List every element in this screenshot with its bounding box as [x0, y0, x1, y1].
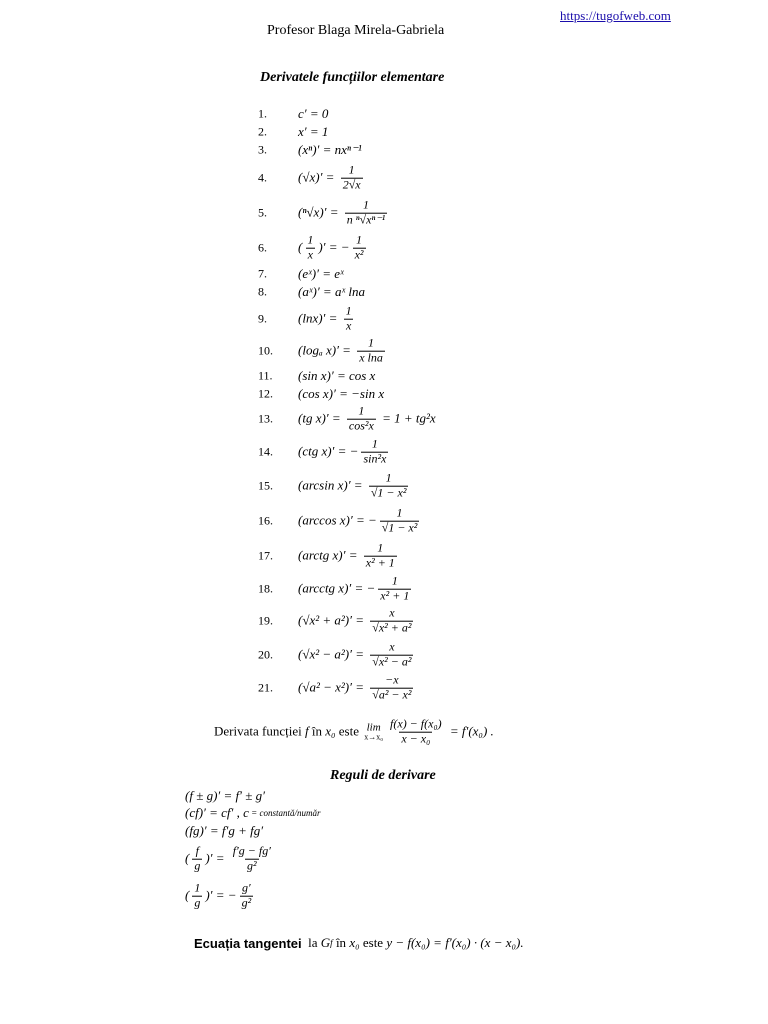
fraction-numerator: 1 [362, 197, 369, 212]
formula-expression [298, 266, 344, 282]
formula-fraction [380, 507, 420, 536]
formula-text: (ctg x)′ = − [298, 444, 359, 459]
formula-expression [298, 542, 400, 571]
rule-constant-note: = constantă/număr [248, 808, 321, 818]
formula-number: 3. [258, 142, 267, 157]
formula-text: (arctg x)′ = [298, 548, 361, 563]
tangent-label: Ecuația tangentei [194, 935, 302, 951]
limit-sub: x→x₀ [364, 732, 384, 742]
formula-text: )′ = − [318, 240, 350, 255]
formula-text: (aˣ)′ = aˣ lna [298, 284, 365, 299]
formula-text: (√x)′ = [298, 170, 338, 185]
formula-expression [298, 472, 411, 501]
formula-number: 2. [258, 124, 267, 139]
rule-sum-text: (f ± g)′ = f′ ± g′ [185, 788, 265, 803]
rule-constant-text: (cf)′ = cf′ , c [185, 805, 249, 820]
fraction-numerator: 1 [307, 232, 314, 247]
rule-sum [185, 788, 265, 804]
rule-quotient-n: f′g − fg′ [232, 843, 271, 858]
formula-number: 20. [258, 647, 273, 662]
formula-fraction [345, 199, 387, 228]
rule-quotient-d: g² [247, 858, 257, 873]
formula-number: 15. [258, 478, 273, 493]
formula-expression [298, 405, 436, 434]
fraction-numerator: 1 [358, 403, 365, 418]
formula-number: 1. [258, 106, 267, 121]
fraction-numerator: 1 [368, 335, 375, 350]
formula-expression [298, 368, 375, 384]
formula-text: (arccos x)′ = − [298, 513, 377, 528]
formula-text: ( [298, 240, 303, 255]
formula-number: 10. [258, 343, 273, 358]
formula-expression [298, 575, 414, 604]
rule-reciprocal-d: g² [241, 895, 252, 910]
fraction-denominator: x² [354, 247, 364, 262]
formula-expression [298, 284, 365, 300]
fraction-denominator: √a² − x² [372, 687, 412, 702]
fraction-denominator: √1 − x² [381, 520, 418, 535]
fraction-numerator: 1 [348, 162, 355, 177]
fraction-denominator: x [307, 247, 313, 262]
formula-number: 19. [258, 613, 273, 628]
tangent-eq: y − f(x₀) = f′(x₀) · (x − x₀). [386, 935, 524, 950]
formula-expression [298, 337, 388, 366]
fraction-numerator: 1 [396, 505, 403, 520]
tangent-la: la [301, 935, 321, 950]
fraction-denominator: 2√x [342, 177, 361, 192]
rule-reciprocal-inner-d: g [194, 895, 201, 910]
rule-product [185, 823, 263, 839]
formula-text: (logₐ x)′ = [298, 343, 355, 358]
fraction-numerator: x [389, 605, 395, 620]
fraction-denominator: x² + 1 [380, 588, 410, 603]
formula-number: 9. [258, 311, 267, 326]
formula-fraction [364, 542, 397, 571]
website-link[interactable]: https://tugofweb.com [560, 8, 671, 23]
formula-text: = 1 + tg²x [378, 411, 436, 426]
formula-text: (arcctg x)′ = − [298, 581, 376, 596]
formula-text: (xⁿ)′ = nxⁿ⁻¹ [298, 142, 362, 157]
definition-result: = f′(x₀) . [446, 724, 494, 739]
formula-number: 17. [258, 548, 273, 563]
formula-expression [298, 641, 416, 670]
formula-text: (sin x)′ = cos x [298, 368, 376, 383]
formula-fraction [353, 234, 366, 263]
fraction-denominator: cos²x [348, 418, 374, 433]
rule-quotient-mid: )′ = [205, 851, 228, 866]
definition-numerator: f(x) − f(x₀) [390, 716, 442, 731]
fraction-numerator: x [389, 639, 395, 654]
tangent-gf-sub: f [330, 938, 333, 948]
fraction-denominator: √x² + a² [372, 620, 412, 635]
formula-text: (cos x)′ = −sin x [298, 386, 385, 401]
tangent-este: este [359, 935, 387, 950]
formula-number: 11. [258, 368, 273, 383]
formula-fraction [341, 164, 363, 193]
definition-f: f [304, 724, 309, 739]
author-name: Profesor Blaga Mirela-Gabriela [267, 23, 445, 38]
formula-number: 21. [258, 680, 273, 695]
formula-text: (tg x)′ = [298, 411, 344, 426]
formula-number: 16. [258, 513, 273, 528]
definition-lead: Derivata funcției [214, 724, 305, 739]
formula-expression [298, 164, 366, 193]
definition-denominator: x − x₀ [401, 731, 431, 746]
formula-expression [298, 199, 390, 228]
definition-fraction [388, 718, 444, 747]
tangent-equation [194, 935, 524, 951]
page-title: Derivatele funcțiilor elementare [260, 70, 445, 85]
fraction-numerator: −x [385, 672, 399, 687]
fraction-numerator: 1 [371, 436, 378, 451]
fraction-numerator: 1 [356, 232, 363, 247]
formula-expression [298, 305, 357, 334]
rule-quotient: ( $\frac{f}{g}$ )′ = $\frac{f'g - fg'}{\text{g²}}$ [185, 843, 271, 873]
fraction-denominator: n ⁿ√xⁿ⁻¹ [346, 212, 386, 227]
rule-reciprocal: ( $\frac{1}{g}$ )′ = − $\frac{g'}{\text{g²}}$ [185, 880, 252, 910]
tangent-in: în [332, 935, 350, 950]
formula-number: 18. [258, 581, 273, 596]
definition-at: în [308, 724, 326, 739]
rule-reciprocal-inner-n: 1 [194, 880, 201, 895]
formula-text: (ⁿ√x)′ = [298, 205, 342, 220]
definition-x0: x₀ [325, 724, 336, 739]
formula-number: 5. [258, 205, 267, 220]
formula-fraction [370, 607, 413, 636]
formula-fraction [357, 337, 385, 366]
formula-expression [298, 674, 416, 703]
rules-title: Reguli de derivare [330, 768, 436, 783]
formula-expression [298, 507, 422, 536]
rule-quotient-result [231, 845, 273, 874]
fraction-numerator: 1 [391, 573, 398, 588]
fraction-denominator: x [345, 318, 352, 333]
definition-este: este [335, 724, 363, 739]
formula-fraction [370, 641, 413, 670]
tangent-gf: G [320, 935, 331, 950]
formula-fraction [347, 405, 376, 434]
rule-quotient-inner-n: f [195, 843, 200, 858]
fraction-denominator: x² + 1 [365, 555, 395, 570]
formula-expression [298, 607, 416, 636]
rule-constant [185, 805, 320, 821]
limit-operator [364, 723, 383, 742]
formula-number: 14. [258, 444, 273, 459]
formula-expression [298, 106, 328, 122]
formula-fraction [378, 575, 411, 604]
formula-text: (√a² − x²)′ = [298, 680, 368, 695]
formula-number: 13. [258, 411, 273, 426]
fraction-denominator: x lna [359, 350, 383, 365]
formula-expression [298, 386, 384, 402]
tangent-x0: x₀ [349, 935, 360, 950]
formula-number: 8. [258, 284, 267, 299]
formula-number: 7. [258, 266, 267, 281]
rule-reciprocal-inner [192, 882, 202, 911]
formula-text: (√x² + a²)′ = [298, 613, 368, 628]
fraction-denominator: sin²x [363, 451, 387, 466]
fraction-numerator: 1 [377, 540, 384, 555]
formula-fraction [344, 305, 354, 334]
fraction-numerator: 1 [345, 303, 352, 318]
limit-label: lim [366, 721, 381, 734]
formula-fraction [305, 234, 315, 263]
formula-fraction [369, 472, 409, 501]
formula-expression [298, 438, 391, 467]
formula-fraction [361, 438, 388, 467]
formula-text: (lnx)′ = [298, 311, 341, 326]
formula-number: 12. [258, 386, 273, 401]
formula-text: c′ = 0 [298, 106, 329, 121]
fraction-denominator: √1 − x² [370, 485, 407, 500]
formula-expression [298, 234, 369, 263]
rule-reciprocal-mid: )′ = − [205, 888, 237, 903]
formula-text: x′ = 1 [298, 124, 329, 139]
rule-quotient-inner-d: g [194, 858, 201, 873]
rule-quotient-inner [192, 845, 202, 874]
fraction-denominator: √x² − a² [372, 654, 412, 669]
formula-text: (eˣ)′ = eˣ [298, 266, 344, 281]
rule-reciprocal-n: g′ [242, 880, 251, 895]
derivative-definition [214, 718, 494, 747]
formula-number: 6. [258, 240, 267, 255]
fraction-numerator: 1 [385, 470, 392, 485]
formula-number: 4. [258, 170, 267, 185]
formula-expression [298, 142, 362, 158]
formula-text: (arcsin x)′ = [298, 478, 366, 493]
formula-text: (√x² − a²)′ = [298, 647, 368, 662]
formula-fraction [370, 674, 413, 703]
rule-product-text: (fg)′ = f′g + fg′ [185, 823, 264, 838]
rule-reciprocal-result [240, 882, 254, 911]
formula-expression [298, 124, 328, 140]
